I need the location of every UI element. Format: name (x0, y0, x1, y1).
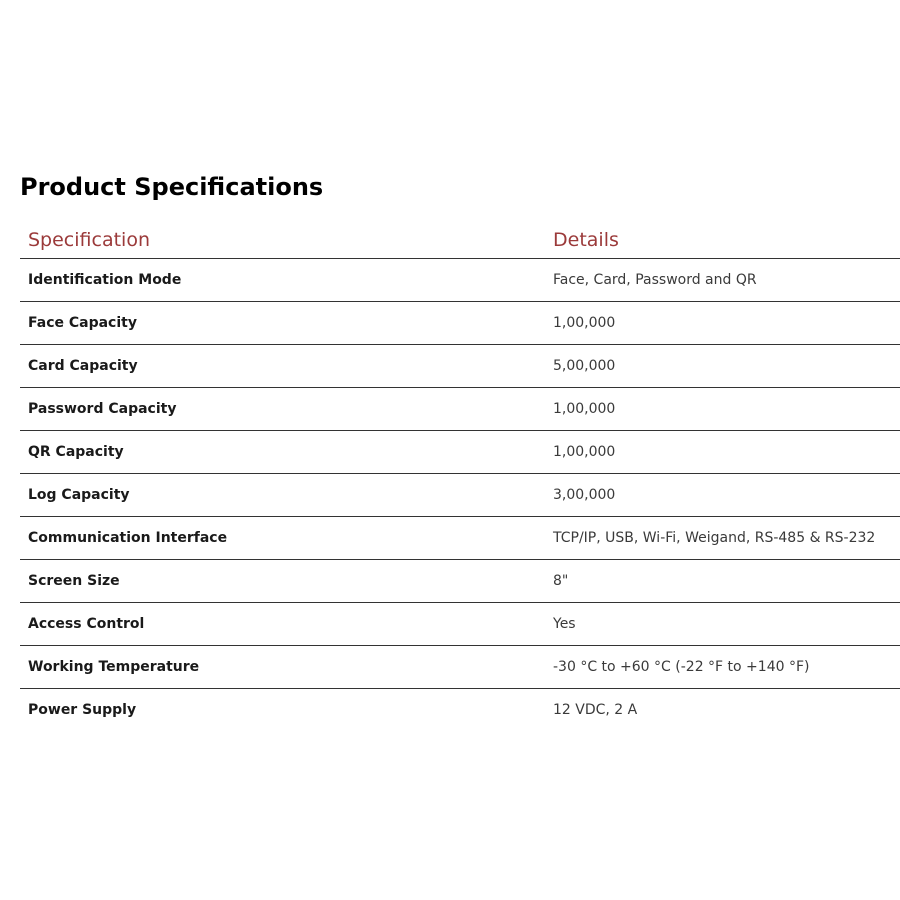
spec-value: 1,00,000 (545, 302, 900, 345)
spec-value: TCP/IP, USB, Wi-Fi, Weigand, RS-485 & RS-232 (545, 517, 900, 560)
spec-label: Log Capacity (20, 474, 545, 517)
table-row (20, 646, 900, 689)
spec-label: Power Supply (28, 702, 137, 718)
table-row (20, 560, 900, 603)
table-row (20, 259, 900, 302)
spec-value: 3,00,000 (545, 474, 900, 517)
spec-value: 1,00,000 (545, 388, 900, 431)
spec-value: 5,00,000 (545, 345, 900, 388)
table-row (20, 517, 900, 560)
column-header-details: Details (545, 222, 900, 259)
spec-label: Screen Size (20, 560, 545, 603)
table-row (20, 431, 900, 474)
spec-value: Face, Card, Password and QR (545, 259, 900, 302)
spec-label: Access Control (20, 603, 545, 646)
spec-label: Face Capacity (20, 302, 545, 345)
spec-label: QR Capacity (20, 431, 545, 474)
table-header-row (20, 222, 900, 259)
spec-label: Working Temperature (20, 646, 545, 689)
spec-label: Identification Mode (20, 259, 545, 302)
table-row (20, 302, 900, 345)
column-header-specification: Specification (20, 222, 545, 259)
spec-label: Password Capacity (20, 388, 545, 431)
table-row (20, 388, 900, 431)
spec-label: Communication Interface (20, 517, 545, 560)
table-row (20, 603, 900, 646)
table-row (20, 474, 900, 517)
spec-value: -30 °C to +60 °C (-22 °F to +140 °F) (545, 646, 900, 689)
spec-value: Yes (545, 603, 900, 646)
table-row (20, 689, 900, 732)
spec-value: 12 VDC, 2 A (553, 702, 638, 718)
spec-table (20, 222, 900, 731)
page-title: Product Specifications (20, 173, 324, 201)
spec-value: 8" (545, 560, 900, 603)
table-row (20, 345, 900, 388)
spec-label: Card Capacity (20, 345, 545, 388)
spec-value: 1,00,000 (545, 431, 900, 474)
